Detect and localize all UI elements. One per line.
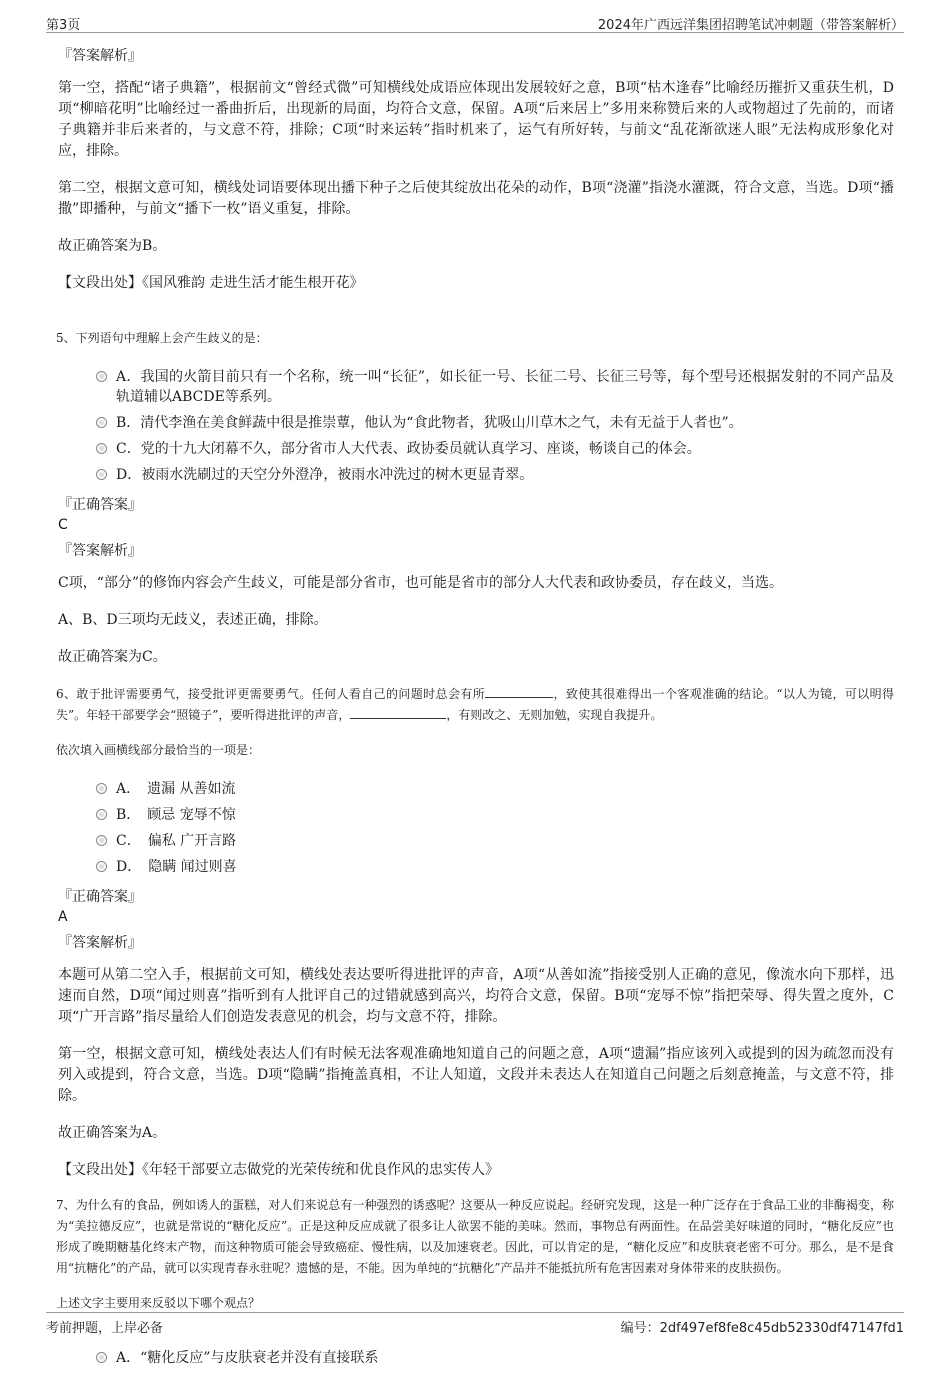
analysis-label: 『答案解析』 [58, 935, 142, 951]
option-text: D． 隐瞒 闻过则喜 [116, 859, 237, 875]
option-c[interactable] [96, 439, 894, 459]
final-answer: 故正确答案为C。 [58, 649, 167, 665]
stem-text: 6、敢于批评需要勇气，接受批评更需要勇气。任何人看自己的问题时总会有所 [56, 687, 486, 701]
source-citation: 【文段出处】《国风雅韵 走进生活才能生根开花》 [58, 275, 364, 291]
option-text: C． 偏私 广开言路 [116, 833, 237, 849]
source-citation: 【文段出处】《年轻干部要立志做党的光荣传统和优良作风的忠实传人》 [58, 1162, 499, 1178]
blank-1 [485, 685, 553, 698]
option-c[interactable] [96, 831, 894, 851]
page-content [56, 40, 894, 1378]
option-text: B． 顾忌 宠辱不惊 [116, 807, 236, 823]
correct-answer-label: 『正确答案』 [58, 497, 142, 513]
option-b[interactable] [96, 805, 894, 825]
radio-icon[interactable] [96, 783, 107, 794]
final-answer: 故正确答案为A。 [58, 1125, 167, 1141]
question-7-stem: 7、为什么有的食品，例如诱人的蛋糕，对人们来说总有一种强烈的诱惑呢？这要从一种反应说起。经研究发现，这是一种广泛存在于食品工业的非酶褐变，称为“美拉德反应”，也就是常说的“糖化反应”。正是这种反应成就了很多让人欲罢不能的美味。然而，事物总有两面性。在品尝美好味道的同时，“糖化反应”也形成了晚期糖基化终末产物，而这种物质可能会导致癌症、慢性病，以及加速衰老。因此，可以肯定的是，“糖化反应”和皮肤衰老密不可分。那么，是不是食用“抗糖化”的产品，就可以实现青春永驻呢？遗憾的是，不能。因为单纯的“抗糖化”产品并不能抵抗所有危害因素对身体带来的皮肤损伤。 [56, 1198, 894, 1275]
radio-icon[interactable] [96, 417, 107, 428]
option-text: A．“糖化反应”与皮肤衰老并没有直接联系 [116, 1350, 379, 1366]
option-text: D．被雨水洗刷过的天空分外澄净，被雨水冲洗过的树木更显青翠。 [116, 467, 534, 483]
question-6-instruction: 依次填入画横线部分最恰当的一项是： [56, 743, 261, 757]
footer-slogan: 考前押题，上岸必备 [46, 1321, 164, 1336]
radio-icon[interactable] [96, 469, 107, 480]
correct-answer-label: 『正确答案』 [58, 889, 142, 905]
document-title: 2024年广西远洋集团招聘笔试冲刺题（带答案解析） [597, 18, 904, 33]
analysis-paragraph: 第二空，根据文意可知，横线处词语要体现出播下种子之后使其绽放出花朵的动作，B项“浇灌”指浇水灌溉，符合文意，当选。D项“播撒”即播种，与前文“播下一枚”语义重复，排除。 [58, 180, 894, 217]
option-text: B．清代李渔在美食鲜蔬中很是推崇蕈，他认为“食此物者，犹吸山川草木之气，未有无益于人者也”。 [116, 415, 743, 431]
option-text: A． 遗漏 从善如流 [116, 781, 236, 797]
final-answer: 故正确答案为B。 [58, 238, 167, 254]
option-a[interactable] [96, 1348, 894, 1368]
page-footer [46, 1312, 904, 1335]
analysis-paragraph: 第一空，根据文意可知，横线处表达人们有时候无法客观准确地知道自己的问题之意，A项“遗漏”指应该列入或提到的因为疏忽而没有列入或提到，符合文意，当选。D项“隐瞒”指掩盖真相，不让人知道，文段并未表达人在知道自己问题之后刻意掩盖，与文意不符，排除。 [58, 1046, 894, 1104]
analysis-paragraph: 本题可从第二空入手，根据前文可知，横线处表达要听得进批评的声音，A项“从善如流”指接受别人正确的意见，像流水向下那样，迅速而自然，D项“闻过则喜”指听到有人批评自己的过错就感到高兴，均符合文意，保留。B项“宠辱不惊”指把荣辱、得失置之度外，C项“广开言路”指尽量给人们创造发表意见的机会，均与文意不符，排除。 [58, 967, 894, 1025]
page-header [46, 12, 904, 33]
question-6-options [96, 779, 894, 877]
stem-text: ，致使其很难得出一个客观准确的结论。“以人为镜，可以明得失”。年轻干部要学会“照镜子”，要听得进批评的声音， [56, 687, 894, 722]
blank-2 [350, 706, 446, 719]
option-a[interactable] [96, 779, 894, 799]
question-5-options [96, 367, 894, 485]
radio-icon[interactable] [96, 443, 107, 454]
option-text: A．我国的火箭目前只有一个名称，统一叫“长征”，如长征一号、长征二号、长征三号等，每个型号还根据发射的不同产品及轨道辅以ABCDE等系列。 [116, 369, 894, 405]
radio-icon[interactable] [96, 371, 107, 382]
correct-answer: A [58, 909, 68, 925]
question-6-stem [56, 684, 894, 726]
radio-icon[interactable] [96, 1352, 107, 1363]
document-serial: 编号：2df497ef8fe8c45db52330df47147fd1 [620, 1321, 904, 1336]
analysis-paragraph: A、B、D三项均无歧义，表述正确，排除。 [58, 612, 328, 628]
question-5-stem: 5、下列语句中理解上会产生歧义的是： [56, 331, 268, 345]
option-d[interactable] [96, 857, 894, 877]
option-d[interactable] [96, 465, 894, 485]
radio-icon[interactable] [96, 809, 107, 820]
stem-text: ，有则改之、无则加勉，实现自我提升。 [446, 708, 663, 722]
option-a[interactable] [96, 367, 894, 407]
analysis-paragraph: C项，“部分”的修饰内容会产生歧义，可能是部分省市，也可能是省市的部分人大代表和政协委员，存在歧义，当选。 [58, 575, 784, 591]
page-number: 第3页 [46, 18, 81, 33]
radio-icon[interactable] [96, 835, 107, 846]
radio-icon[interactable] [96, 861, 107, 872]
analysis-label: 『答案解析』 [58, 543, 142, 559]
analysis-paragraph: 第一空，搭配“诸子典籍”，根据前文“曾经式微”可知横线处成语应体现出发展较好之意，B项“枯木逢春”比喻经历摧折又重获生机，D项“柳暗花明”比喻经过一番曲折后，出现新的局面，均符合文意，保留。A项“后来居上”多用来称赞后来的人或物超过了先前的，而诸子典籍并非后来者的，与文意不符，排除；C项“时来运转”指时机来了，运气有所好转，与前文“乱花渐欲迷人眼”无法构成形象化对应，排除。 [58, 80, 894, 159]
correct-answer: C [58, 517, 68, 533]
option-text: C．党的十九大闭幕不久，部分省市人大代表、政协委员就认真学习、座谈，畅谈自己的体会。 [116, 441, 701, 457]
question-7-options [96, 1348, 894, 1368]
question-7-instruction: 上述文字主要用来反驳以下哪个观点？ [56, 1296, 261, 1310]
option-b[interactable] [96, 413, 894, 433]
analysis-label: 『答案解析』 [58, 48, 142, 64]
